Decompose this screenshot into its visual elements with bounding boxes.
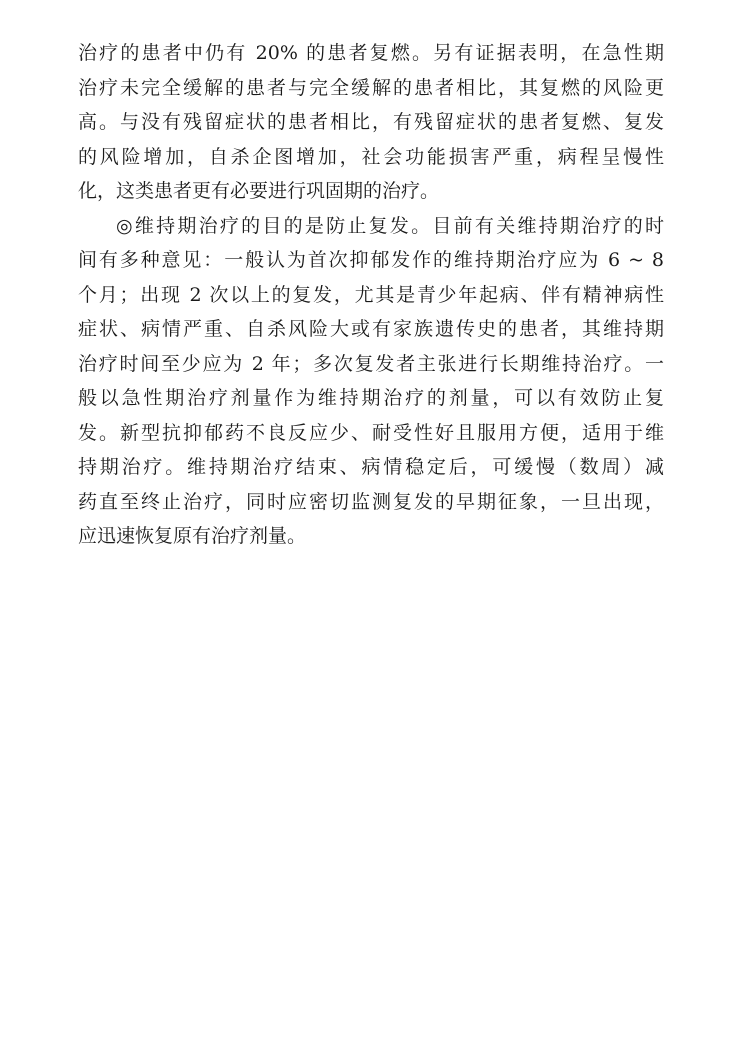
paragraph-maintenance-therapy xyxy=(78,209,664,554)
paragraph-relapse-risk xyxy=(78,36,664,209)
text-line: 发。新型抗抑郁药不良反应少、耐受性好且服用方便，适用于维 xyxy=(78,421,664,444)
text-line: 间有多种意见：一般认为首次抑郁发作的维持期治疗应为 6 ~ 8 xyxy=(78,249,664,271)
text-line: 高。与没有残留症状的患者相比，有残留症状的患者复燃、复发 xyxy=(78,111,664,133)
text-line: ◎维持期治疗的目的是防止复发。目前有关维持期治疗的时 xyxy=(116,214,664,237)
text-line: 症状、病情严重、自杀风险大或有家族遗传史的患者，其维持期 xyxy=(78,318,664,340)
text-line: 般以急性期治疗剂量作为维持期治疗的剂量，可以有效防止复 xyxy=(78,387,664,409)
text-line: 个月；出现 2 次以上的复发，尤其是青少年起病、伴有精神病性 xyxy=(78,283,664,306)
text-line: 的风险增加，自杀企图增加，社会功能损害严重，病程呈慢性 xyxy=(78,145,664,168)
text-line: 药直至终止治疗，同时应密切监测复发的早期征象，一旦出现， xyxy=(78,490,664,513)
text-line: 化，这类患者更有必要进行巩固期的治疗。 xyxy=(78,180,440,202)
body-text xyxy=(78,36,664,554)
text-line: 治疗时间至少应为 2 年；多次复发者主张进行长期维持治疗。一 xyxy=(78,352,664,375)
text-line: 持期治疗。维持期治疗结束、病情稳定后，可缓慢（数周）减 xyxy=(78,456,664,478)
text-line: 治疗未完全缓解的患者与完全缓解的患者相比，其复燃的风险更 xyxy=(78,76,664,99)
text-line: 应迅速恢复原有治疗剂量。 xyxy=(78,525,307,547)
text-line: 治疗的患者中仍有 20% 的患者复燃。另有证据表明，在急性期 xyxy=(78,42,664,64)
